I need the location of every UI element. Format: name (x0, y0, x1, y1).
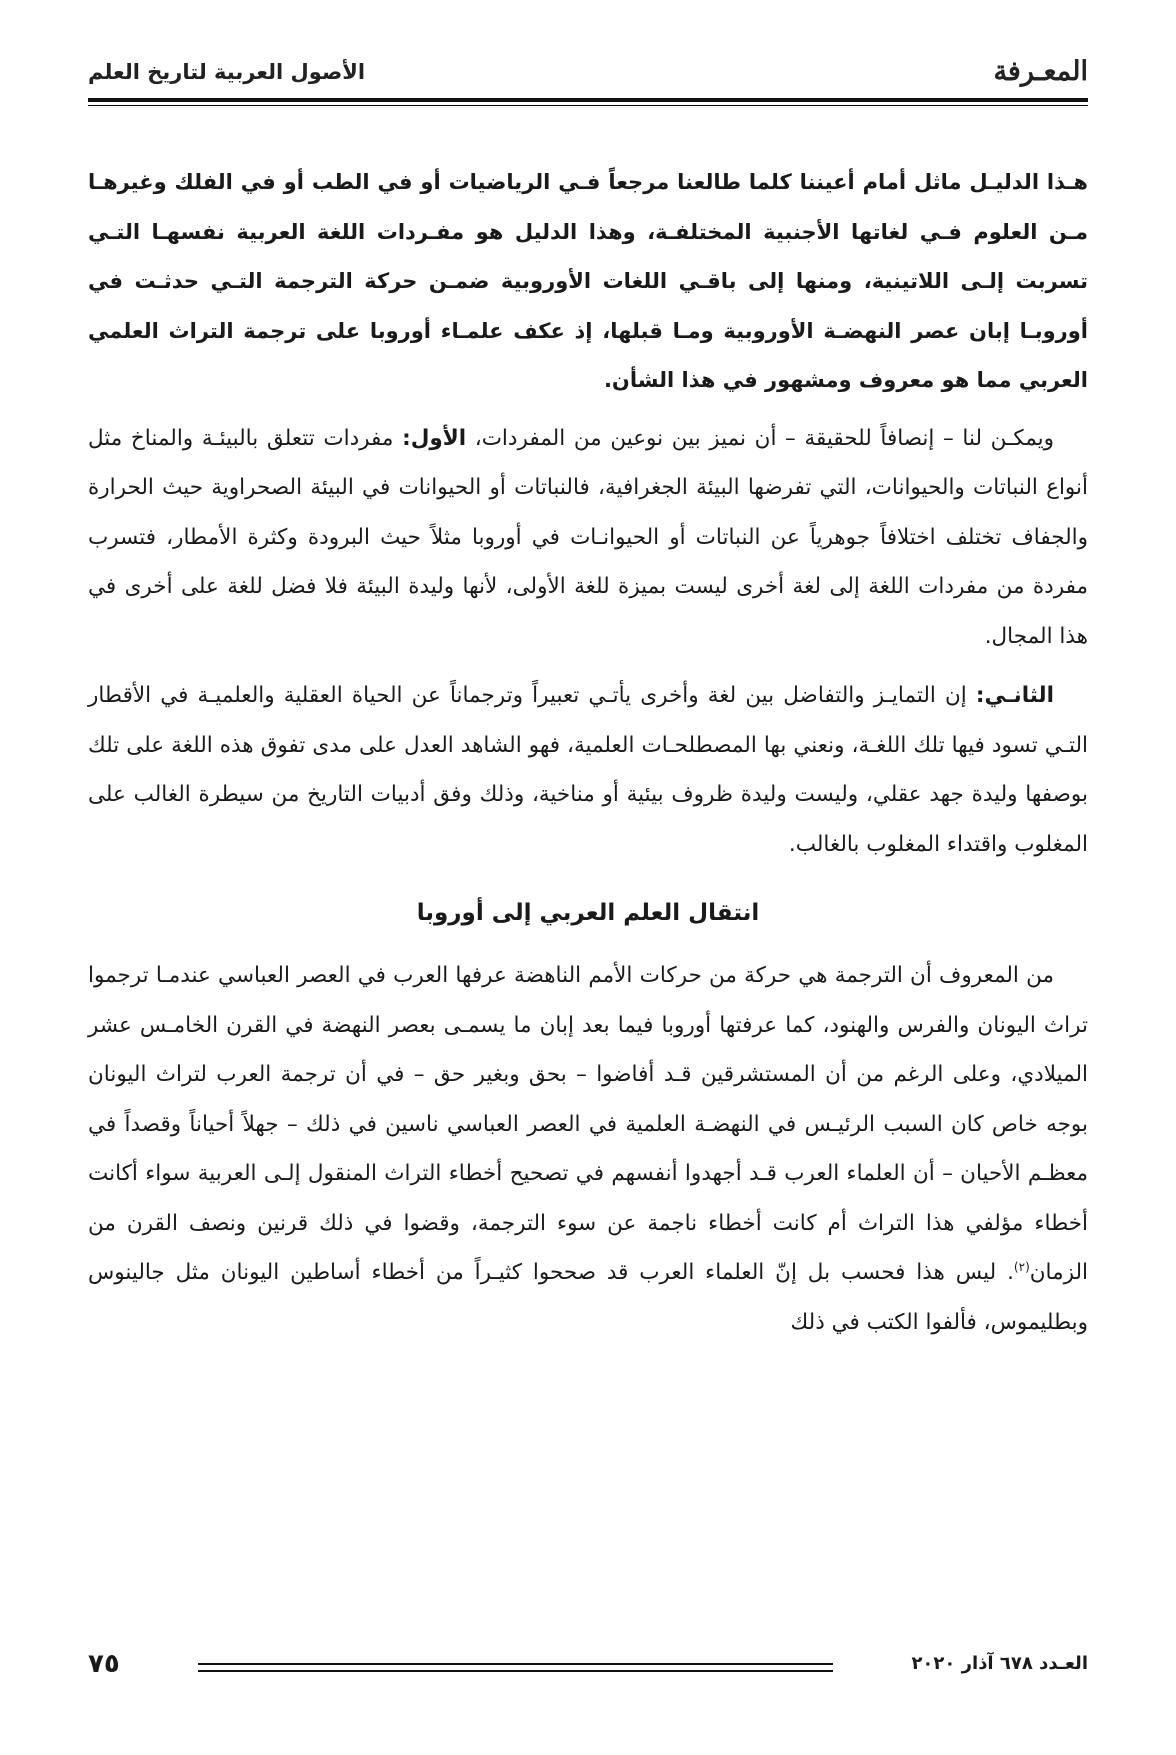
paragraph-1: هـذا الدليـل ماثل أمام أعيننا كلما طالعنا مرجعاً فـي الرياضيات أو في الطب أو في الفلك وغيرهـا مـن العلوم فـي لغاتها الأجنبية المختلفـة، وهذا الدليل هو مفـردات اللغة العربية نفسهـا التـي تسربت إلـى اللاتينية، ومنها إلى باقـي اللغات الأوروبية ضمـن حركة الترجمة التـي حدثـت في أوروبـا إبان عصر النهضـة الأوروبية ومـا قبلها، إذ عكف علمـاء أوروبا على ترجمة التراث العلمي العربي مما هو معروف ومشهور في هذا الشأن. (88, 170, 1088, 392)
page-header (88, 58, 1088, 94)
paragraph-2-lead: الأول: (402, 425, 467, 451)
paragraph-4 (88, 951, 1088, 1347)
running-title: الأصول العربية لتاريخ العلم (88, 60, 366, 84)
paragraph-3-lead: الثانـي: (975, 683, 1054, 708)
section-heading: انتقال العلم العربي إلى أوروبا (416, 900, 760, 926)
magazine-logo: المعـرفة (993, 56, 1088, 87)
header-rule-thick (88, 98, 1088, 102)
footer-rule-top (198, 1663, 833, 1665)
footnote-ref[interactable]: (٢) (1013, 1259, 1030, 1274)
paragraph-4-text-a: من المعروف أن الترجمة هي حركة من حركات الأمم الناهضة عرفها العرب في العصر العباسي عندمـا ترجموا تراث اليونان والفرس والهنود، كما عرفتها أوروبا فيما بعد إبان ما يسمـى بعصر النهضة في القرن الخامـس عشر الميلادي، وعلى الرغم من أن المستشرقين قـد أفاضوا – بحق وبغير حق – في أن ترجمة العرب لتراث اليونان بوجه خاص كان السبب الرئيـس في النهضـة العلمية في العصر العباسي ناسين في ذلك – جهلاً أحياناً وقصداً في معظـم الأحيان – أن العلماء العرب قـد أجهدوا أنفسهم في تصحيح أخطاء التراث المنقول إلـى العربية سواء أكانت أخطاء مؤلفي هذا التراث أم كانت أخطاء ناجمة عن سوء الترجمة، وقضوا في ذلك قرنين ونصف القرن من الزمان (88, 963, 1088, 1285)
header-rule-thin (88, 105, 1088, 106)
article-body (88, 158, 1088, 1357)
paragraph-2 (88, 414, 1088, 662)
paragraph-2-text: مفردات تتعلق بالبيئـة والمناخ مثل أنواع النباتات والحيوانات، التي تفرضها البيئة الجغرافية، فالنباتات أو الحيوانات في البيئة الصحراوية حيث الحرارة والجفاف تختلف اختلافاً جوهرياً عن النباتات أو الحيوانـات في أوروبا مثلاً حيث البرودة وكثرة الأمطار، فتسرب مفردة من مفردات اللغة إلى لغة أخرى ليست بميزة للغة الأولى، لأنها وليدة البيئة فلا فضل للغة على أخرى في هذا المجال. (88, 425, 1088, 649)
page-number: ٧٥ (88, 1649, 120, 1679)
paragraph-3 (88, 671, 1088, 869)
paragraph-2-intro: ويمكـن لنا – إنصافاً للحقيقة – أن نميز بين نوعين من المفردات، (474, 425, 1055, 451)
page-footer (88, 1649, 1088, 1683)
issue-line: العـدد ٦٧٨ آذار ٢٠٢٠ (911, 1653, 1088, 1674)
paragraph-4-text-b: . ليس هذا فحسب بل إنّ العلماء العرب قد صححوا كثيـراً من أخطاء أساطين اليونان مثل جالينوس وبطليموس، فألفوا الكتب في ذلك (88, 1260, 1088, 1335)
footer-rule-bottom (198, 1670, 833, 1672)
paragraph-3-text: إن التمايـز والتفاضل بين لغة وأخرى يأتـي تعبيراً وترجماناً عن الحياة العقلية والعلميـة في الأقطار التـي تسود فيها تلك اللغـة، ونعني بها المصطلحـات العلمية، فهو الشاهد العدل على مدى تفوق هذه اللغة على تلك بوصفها وليدة جهد عقلي، وليست وليدة ظروف بيئية أو مناخية، وذلك وفق أدبيات التاريخ من سيطرة الغالب على المغلوب واقتداء المغلوب بالغالب. (88, 683, 1088, 857)
